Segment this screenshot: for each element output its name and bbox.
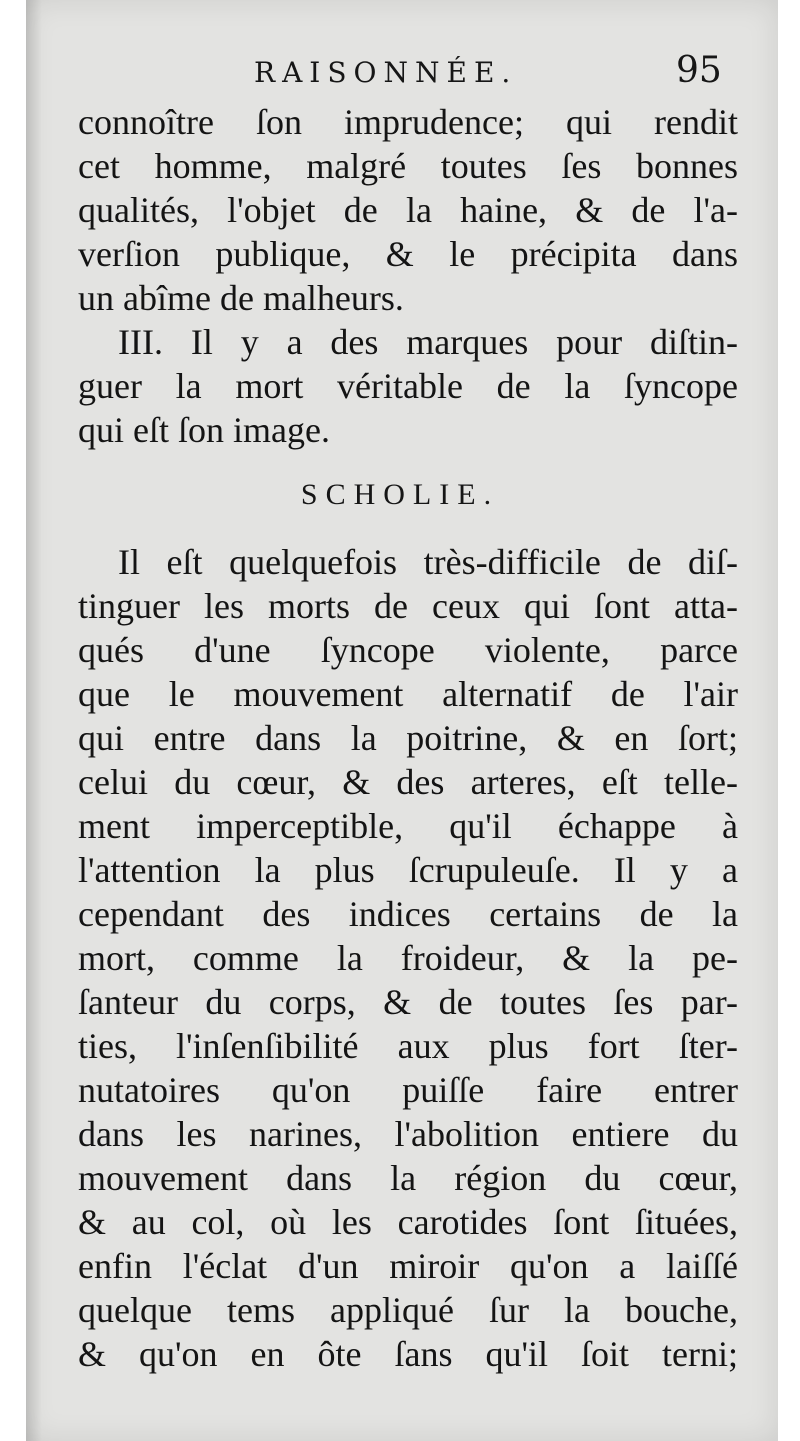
running-head — [0, 50, 800, 100]
page-number: 95 — [676, 50, 722, 91]
text-line: enfin l'éclat d'un miroir qu'on a laiſſé — [78, 1246, 738, 1286]
section-heading: SCHOLIE. — [300, 478, 500, 511]
proposition-paragraph — [78, 320, 738, 452]
page-fold-shadow — [26, 0, 42, 1441]
text-line: cet homme, malgré toutes ſes bonnes — [78, 146, 738, 186]
text-line: qui entre dans la poitrine, & en ſort; — [78, 718, 738, 758]
text-line: ment imperceptible, qu'il échappe à — [78, 806, 738, 846]
text-line: celui du cœur, & des arteres, eſt telle- — [78, 762, 738, 802]
text-line: ties, l'inſenſibilité aux plus fort ſter- — [78, 1026, 738, 1066]
text-line: qués d'une ſyncope violente, parce — [78, 630, 738, 670]
text-line: quelque tems appliqué ſur la bouche, — [78, 1290, 738, 1330]
text-line: & qu'on en ôte ſans qu'il ſoit terni; — [78, 1334, 738, 1374]
text-line: qualités, l'objet de la haine, & de l'a- — [78, 190, 738, 230]
text-line: III. Il y a des marques pour diſtin- — [118, 322, 738, 362]
text-line: verſion publique, & le précipita dans — [78, 234, 738, 274]
text-line: mouvement dans la région du cœur, — [78, 1158, 738, 1198]
text-line: Il eſt quelquefois très-difficile de diſ- — [118, 542, 738, 582]
text-line: & au col, où les carotides ſont ſituées, — [78, 1202, 738, 1242]
text-line: connoître ſon imprudence; qui rendit — [78, 102, 738, 142]
text-line: ſanteur du corps, & de toutes ſes par- — [78, 982, 738, 1022]
text-line: guer la mort véritable de la ſyncope — [78, 366, 738, 406]
text-line: nutatoires qu'on puiſſe faire entrer — [78, 1070, 738, 1110]
text-line: l'attention la plus ſcrupuleuſe. Il y a — [78, 850, 738, 890]
running-title: RAISONNÉE. — [254, 56, 518, 89]
text-line: un abîme de malheurs. — [78, 278, 404, 318]
paragraph-continued — [78, 100, 738, 320]
scholie-paragraph — [78, 540, 738, 1376]
text-line: tinguer les morts de ceux qui ſont atta- — [78, 586, 738, 626]
text-line: dans les narines, l'abolition entiere du — [78, 1114, 738, 1154]
text-line: cependant des indices certains de la — [78, 894, 738, 934]
text-line: que le mouvement alternatif de l'air — [78, 674, 738, 714]
text-line: mort, comme la froideur, & la pe- — [78, 938, 738, 978]
text-line: qui eſt ſon image. — [78, 410, 330, 450]
